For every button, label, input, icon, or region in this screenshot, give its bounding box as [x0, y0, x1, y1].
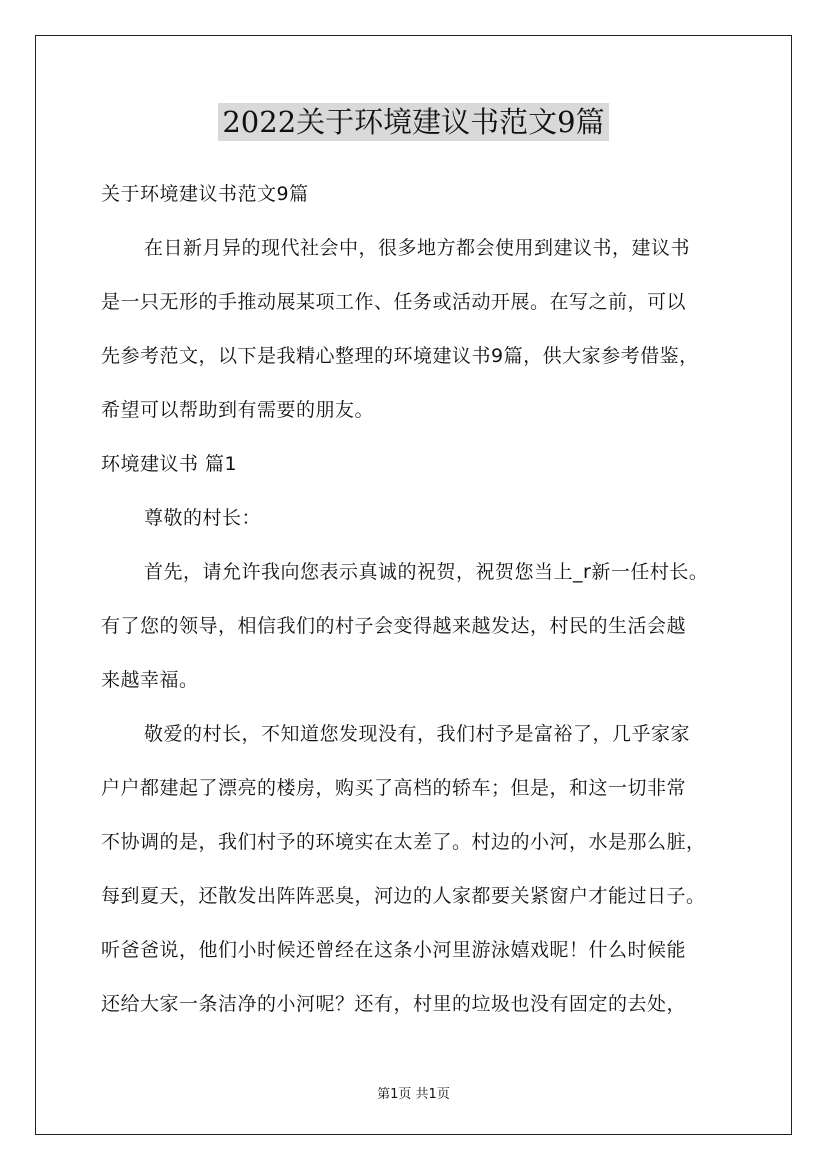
intro-line: 先参考范文，以下是我精心整理的环境建议书9篇，供大家参考借鉴，: [101, 345, 699, 367]
document-subtitle: 关于环境建议书范文9篇: [101, 183, 309, 205]
para1-line: 来越幸福。: [101, 669, 199, 691]
intro-line: 是一只无形的手推动展某项工作、任务或活动开展。在写之前，可以: [101, 291, 687, 313]
para1-line: 首先，请允许我向您表示真诚的祝贺，祝贺您当上_r新一任村长。: [144, 561, 709, 583]
para2-line: 不协调的是，我们村予的环境实在太差了。村边的小河，水是那么脏，: [101, 831, 706, 853]
section-heading: 环境建议书 篇1: [101, 453, 238, 475]
para2-line: 户户都建起了漂亮的楼房，购买了高档的轿车；但是，和这一切非常: [101, 777, 687, 799]
page-footer: 第1页 共1页: [377, 1087, 450, 1102]
para2-line: 每到夏天，还散发出阵阵恶臭，河边的人家都要关紧窗户才能过日子。: [101, 885, 706, 907]
para2-line: 敬爱的村长，不知道您发现没有，我们村予是富裕了，几乎家家: [144, 723, 691, 745]
intro-line: 在日新月异的现代社会中，很多地方都会使用到建议书，建议书: [144, 237, 691, 259]
para2-line: 还给大家一条洁净的小河呢？还有，村里的垃圾也没有固定的去处，: [101, 993, 687, 1015]
para1-line: 有了您的领导，相信我们的村子会变得越来越发达，村民的生活会越: [101, 615, 687, 637]
page-title: 2022关于环境建议书范文9篇: [218, 103, 608, 141]
para2-line: 听爸爸说，他们小时候还曾经在这条小河里游泳嬉戏昵！什么时候能: [101, 939, 687, 961]
title-wrap: [0, 103, 827, 141]
salutation: 尊敬的村长：: [144, 507, 262, 529]
intro-line: 希望可以帮助到有需要的朋友。: [101, 399, 375, 421]
